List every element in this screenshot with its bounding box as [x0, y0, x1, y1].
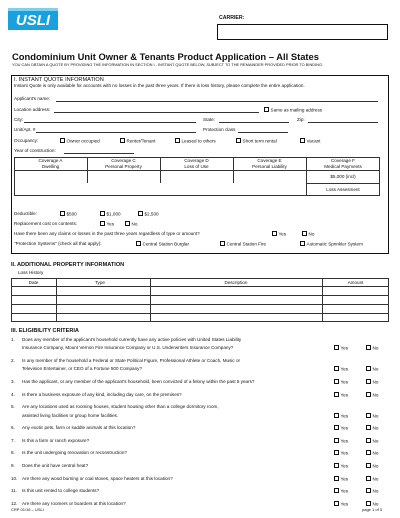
state-field[interactable]	[219, 122, 289, 123]
answer-no-checkbox[interactable]: No	[366, 413, 378, 419]
checkbox-icon	[366, 476, 371, 481]
section2-heading: II. ADDITIONAL PROPERTY INFORMATION	[11, 262, 125, 268]
checkbox-icon	[366, 379, 371, 384]
occupancy-short-term-checkbox[interactable]: Short term rental	[236, 138, 277, 144]
answer-yes-checkbox[interactable]: Yes	[334, 488, 348, 494]
coverage-divider	[14, 170, 380, 171]
checkbox-icon	[125, 221, 130, 226]
answer-no-checkbox[interactable]: No	[366, 476, 378, 482]
question-text: Are there any roomers or boarders at this location?	[22, 500, 126, 506]
checkbox-icon	[366, 345, 371, 350]
claims-no-checkbox[interactable]: No	[302, 231, 314, 237]
answer-yes-checkbox[interactable]: Yes	[334, 463, 348, 469]
coverage-d-header: Coverage D Loss of Use	[184, 158, 209, 169]
question-text: Does the unit have central heat?	[22, 463, 89, 468]
usli-logo	[8, 8, 58, 30]
loss-col-date: Date	[28, 280, 39, 285]
year-construction-label: Year of construction:	[14, 148, 56, 153]
checkbox-icon	[366, 488, 371, 493]
checkbox-icon	[334, 413, 339, 418]
question-number: 10.	[11, 475, 18, 481]
question-text: Is any member of the household a Federal or State Political Figure, Professional Athlete or Coach, Music or	[22, 358, 241, 363]
checkbox-icon	[334, 463, 339, 468]
loss-table-divider	[56, 278, 57, 322]
loss-col-amount: Amount	[347, 280, 364, 285]
question-text: Has the applicant, or any member of the applicant's household, been convicted of a felony within the past 5 years?	[22, 379, 255, 384]
checkbox-icon	[366, 425, 371, 430]
answer-yes-checkbox[interactable]: Yes	[334, 366, 348, 372]
answer-yes-checkbox[interactable]: Yes	[334, 392, 348, 398]
answer-no-checkbox[interactable]: No	[366, 450, 378, 456]
year-construction-field[interactable]	[64, 153, 134, 154]
question-number: 1.	[11, 337, 15, 342]
burglar-checkbox[interactable]: Central Station Burglar	[136, 241, 189, 247]
checkbox-icon	[334, 379, 339, 384]
checkbox-icon	[300, 138, 305, 143]
checkbox-icon	[236, 138, 241, 143]
loss-history-label: Loss History	[18, 270, 44, 275]
medical-payments-value: $5,000 (incl)	[330, 174, 356, 179]
question-text: Any exotic pets, farm or saddle animals at this location?	[22, 425, 136, 431]
coverage-divider	[306, 183, 380, 184]
unit-label: Unit/Apt. #	[14, 127, 36, 132]
answer-yes-checkbox[interactable]: Yes	[334, 438, 348, 444]
occupancy-owner-checkbox[interactable]: Owner occupied	[60, 138, 100, 144]
checkbox-icon	[366, 438, 371, 443]
section3-heading: III. ELIGIBILITY CRITERIA	[11, 328, 79, 334]
checkbox-icon	[175, 138, 180, 143]
checkbox-icon	[264, 107, 269, 112]
checkbox-icon	[366, 501, 371, 506]
question-text: Insurance Company, Mount Vernon Fire Insurance Company or U.S. Underwriters Insurance Company?	[22, 345, 234, 351]
loss-table-divider	[11, 286, 389, 287]
state-label: State:	[203, 117, 216, 122]
section1-note: Instant Quote is only available for accounts with no losses in the past three years. If there is loss history, please complete the entire application.	[14, 83, 305, 88]
question-text: Are any locations used as rooming houses, student housing other than a college dormitory room,	[22, 404, 219, 410]
checkbox-icon	[366, 413, 371, 418]
checkbox-icon	[136, 241, 141, 246]
question-number: 7.	[11, 437, 15, 443]
answer-yes-checkbox[interactable]: Yes	[334, 413, 348, 419]
occupancy-label: Occupancy:	[14, 138, 39, 143]
occupancy-renter-checkbox[interactable]: Renter/Tenant	[120, 138, 155, 144]
checkbox-icon	[334, 476, 339, 481]
coverage-c-header: Coverage C Personal Property	[105, 158, 142, 169]
claims-question: Have there been any claims or losses in the past three years regardless of type or amount?	[14, 231, 200, 236]
answer-no-checkbox[interactable]: No	[366, 392, 378, 398]
question-text: Is there a business exposure of any kind, including day care, on the premises?	[22, 391, 182, 397]
checkbox-icon	[302, 231, 307, 236]
checkbox-icon	[334, 438, 339, 443]
checkbox-icon	[334, 345, 339, 350]
question-number: 12.	[11, 500, 18, 506]
location-field[interactable]	[54, 112, 259, 113]
deductible-label: Deductible:	[14, 211, 37, 216]
loss-assessment-label: Loss Assesment	[326, 187, 360, 192]
claims-yes-checkbox[interactable]: Yes	[272, 231, 286, 237]
city-label: City:	[14, 117, 24, 122]
answer-yes-checkbox[interactable]: Yes	[334, 379, 348, 385]
protection-class-field[interactable]	[238, 132, 288, 133]
answer-yes-checkbox[interactable]: Yes	[334, 501, 348, 507]
fire-checkbox[interactable]: Central Station Fire	[220, 241, 266, 247]
deductible-2500-checkbox[interactable]: $2,500	[138, 211, 159, 217]
checkbox-icon	[334, 488, 339, 493]
checkbox-icon	[100, 221, 105, 226]
checkbox-icon	[272, 231, 277, 236]
answer-no-checkbox[interactable]: No	[366, 345, 378, 351]
question-number: 8.	[11, 450, 15, 456]
protection-class-label: Protection class	[203, 127, 236, 132]
location-label: Location address:	[14, 107, 51, 112]
checkbox-icon	[366, 463, 371, 468]
deductible-500-checkbox[interactable]: $500	[60, 211, 77, 217]
replacement-cost-label: Replacement cost on contents:	[14, 221, 78, 226]
occupancy-leased-checkbox[interactable]: Leased to others	[175, 138, 216, 144]
question-number: 3.	[11, 379, 15, 384]
answer-no-checkbox[interactable]: No	[366, 379, 378, 385]
answer-no-checkbox[interactable]: No	[366, 425, 378, 431]
protection-systems-label: "Protection Systems" (check all that apply):	[14, 241, 102, 246]
question-number: 6.	[11, 425, 15, 431]
section1-heading: I. INSTANT QUOTE INFORMATION	[14, 77, 104, 83]
same-as-mailing-checkbox[interactable]: Same as mailing address	[264, 107, 322, 113]
checkbox-icon	[366, 450, 371, 455]
sprinkler-checkbox[interactable]: Automatic Sprinkler System	[300, 241, 363, 247]
question-text: Is the unit undergoing renovation or reconstruction?	[22, 450, 127, 456]
answer-no-checkbox[interactable]: No	[366, 501, 378, 507]
checkbox-icon	[366, 366, 371, 371]
question-number: 11.	[11, 488, 18, 494]
question-text: Is this unit rented to college students?	[22, 488, 100, 494]
applicant-name-field[interactable]	[56, 101, 378, 102]
applicant-name-label: Applicant's name:	[14, 96, 51, 101]
checkbox-icon	[334, 366, 339, 371]
question-text: Television Entertainer, or CEO of a Fortune 500 Company?	[22, 366, 143, 372]
unit-field[interactable]	[36, 132, 196, 133]
question-number: 4.	[11, 391, 15, 397]
checkbox-icon	[300, 241, 305, 246]
replacement-yes-checkbox[interactable]: Yes	[100, 221, 114, 227]
question-text: Is this a farm or ranch exposure?	[22, 437, 90, 443]
checkbox-icon	[60, 211, 65, 216]
svg-text:USLI: USLI	[15, 12, 51, 29]
page-subtitle: YOU CAN OBTAIN A QUOTE BY PROVIDING THE INFORMATION IN SECTION I - INSTANT QUOTE BELOW, SUBJECT TO THE REMAINDER PROVIDED PRIOR TO BINDING.	[12, 62, 324, 67]
question-text: Does any member of the applicant's household currently have any active policies with United States Liability	[22, 337, 242, 342]
loss-col-description: Description	[224, 280, 248, 285]
checkbox-icon	[220, 241, 225, 246]
checkbox-icon	[334, 425, 339, 430]
carrier-label: CARRIER:	[219, 15, 245, 21]
city-field[interactable]	[24, 122, 196, 123]
loss-table-divider	[11, 313, 389, 314]
answer-no-checkbox[interactable]: No	[366, 488, 378, 494]
zip-label: Zip:	[297, 117, 305, 122]
question-text: assisted living facilities or group home facilities.	[22, 412, 119, 418]
checkbox-icon	[334, 392, 339, 397]
page-title: Condominium Unit Owner & Tenants Product Application – All States	[12, 51, 319, 62]
answer-no-checkbox[interactable]: No	[366, 366, 378, 372]
answer-yes-checkbox[interactable]: Yes	[334, 450, 348, 456]
answer-yes-checkbox[interactable]: Yes	[334, 345, 348, 351]
occupancy-vacant-checkbox[interactable]: Vacant	[300, 138, 320, 144]
checkbox-icon	[334, 450, 339, 455]
checkbox-icon	[100, 211, 105, 216]
loss-table-divider	[11, 295, 389, 296]
page-number: page 1 of 3	[362, 507, 383, 512]
question-text: Are there any wood burning or coal stoves, space heaters at this location?	[22, 475, 173, 481]
replacement-no-checkbox[interactable]: No	[125, 221, 137, 227]
checkbox-icon	[334, 501, 339, 506]
coverage-f-header: Coverage F Medical Payments	[324, 158, 362, 169]
answer-yes-checkbox[interactable]: Yes	[334, 425, 348, 431]
coverage-a-header: Coverage A Dwelling	[38, 158, 63, 169]
checkbox-icon	[60, 138, 65, 143]
form-id: CRP 01/16 – USLI	[11, 507, 44, 512]
checkbox-icon	[366, 392, 371, 397]
carrier-field[interactable]	[217, 24, 388, 40]
zip-field[interactable]	[308, 122, 378, 123]
question-number: 9.	[11, 463, 15, 468]
answer-yes-checkbox[interactable]: Yes	[334, 476, 348, 482]
checkbox-icon	[138, 211, 143, 216]
loss-table-divider	[11, 304, 389, 305]
answer-no-checkbox[interactable]: No	[366, 463, 378, 469]
coverage-e-header: Coverage E Personal Liability	[252, 158, 287, 169]
question-number: 2.	[11, 358, 15, 363]
loss-col-type: Type	[95, 280, 105, 285]
answer-no-checkbox[interactable]: No	[366, 438, 378, 444]
deductible-1000-checkbox[interactable]: $1,000	[100, 211, 121, 217]
checkbox-icon	[120, 138, 125, 143]
question-number: 5.	[11, 404, 15, 410]
